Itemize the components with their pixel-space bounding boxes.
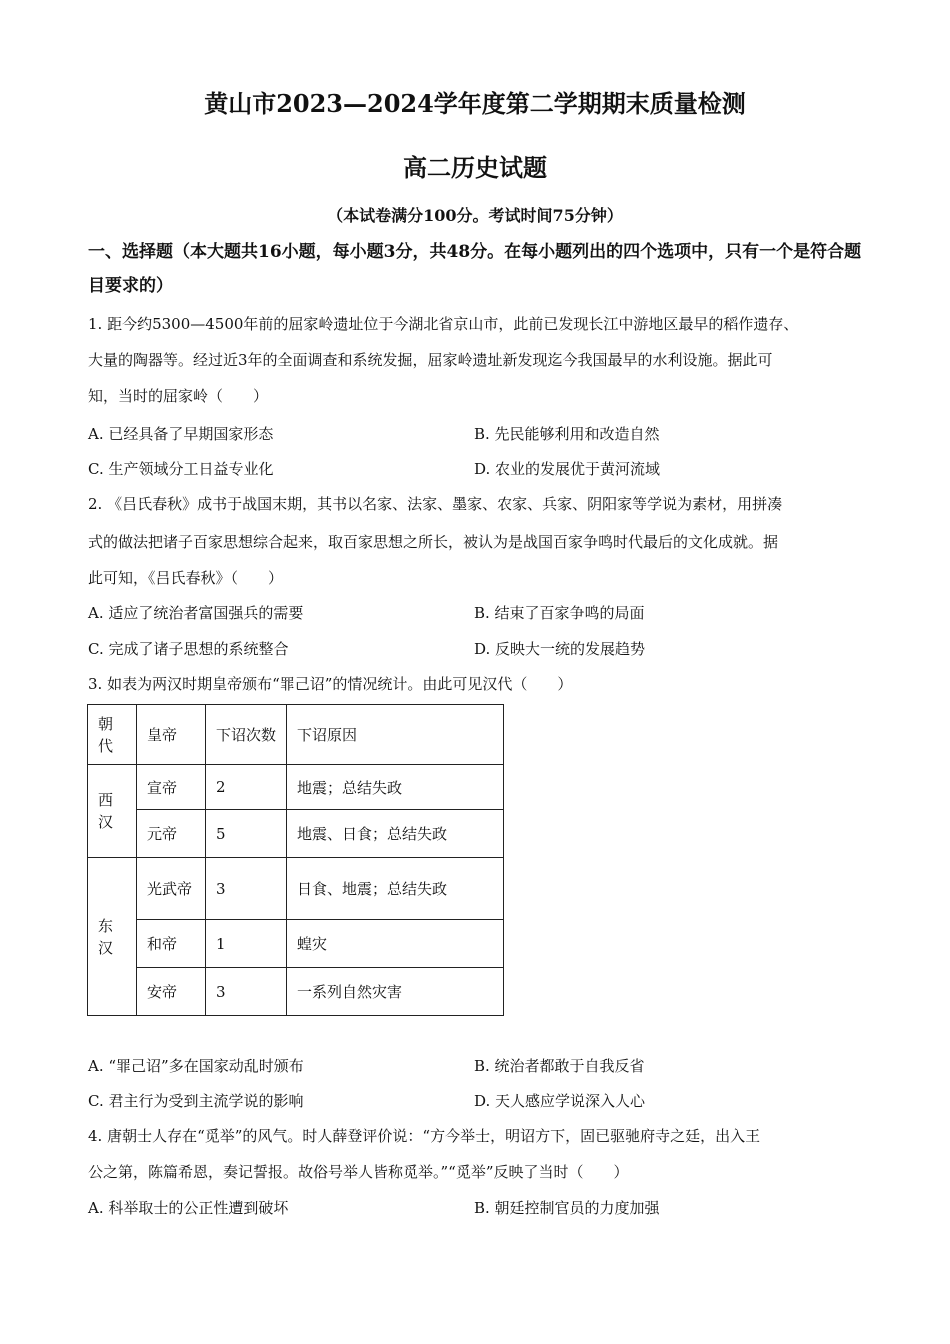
emperor-cell: 元帝 (137, 810, 206, 858)
reason-cell: 地震；总结失政 (287, 765, 504, 810)
count-cell: 3 (206, 968, 287, 1016)
emperor-cell: 和帝 (137, 920, 206, 968)
reason-cell: 一系列自然灾害 (287, 968, 504, 1016)
q2-option-d[interactable]: D. 反映大一统的发展趋势 (474, 640, 646, 658)
table-row (88, 968, 504, 1016)
header-emperor: 皇帝 (137, 705, 206, 765)
table-row (88, 765, 504, 810)
q1-line-1: 1. 距今约5300—4500年前的屈家岭遗址位于今湖北省京山市，此前已发现长江中游地区最早的稻作遗存、 (88, 315, 799, 333)
emperor-cell: 宣帝 (137, 765, 206, 810)
q3-option-c[interactable]: C. 君主行为受到主流学说的影响 (88, 1092, 304, 1110)
q1-line-2: 大量的陶器等。经过近3年的全面调查和系统发掘，屈家岭遗址新发现迄今我国最早的水利设施。据此可 (88, 351, 773, 369)
count-cell: 2 (206, 765, 287, 810)
edict-table (87, 704, 504, 1016)
exam-subtitle: 高二历史试题 (403, 153, 547, 182)
header-reason: 下诏原因 (287, 705, 504, 765)
q1-option-a[interactable]: A. 已经具备了早期国家形态 (88, 425, 274, 443)
q1-option-b[interactable]: B. 先民能够利用和改造自然 (474, 425, 660, 443)
q1-line-3: 知，当时的屈家岭（ ） (88, 387, 269, 405)
q1-option-d[interactable]: D. 农业的发展优于黄河流域 (474, 460, 661, 478)
q4-option-b[interactable]: B. 朝廷控制官员的力度加强 (474, 1199, 660, 1217)
header-dynasty: 朝代 (88, 705, 137, 765)
exam-title: 黄山市2023—2024学年度第二学期期末质量检测 (204, 89, 746, 118)
q2-option-c[interactable]: C. 完成了诸子思想的系统整合 (88, 640, 289, 658)
q1-option-c[interactable]: C. 生产领域分工日益专业化 (88, 460, 274, 478)
q3-option-a[interactable]: A. “罪己诏”多在国家动乱时颁布 (88, 1057, 304, 1075)
dynasty-east: 东汉 (88, 858, 137, 1016)
q4-line-1: 4. 唐朝士人存在“觅举”的风气。时人薛登评价说：“方今举士，明诏方下，固已驱驰府寺之廷，出入王 (88, 1127, 761, 1145)
count-cell: 5 (206, 810, 287, 858)
q2-option-b[interactable]: B. 结束了百家争鸣的局面 (474, 604, 645, 622)
table-row (88, 858, 504, 920)
table-row (88, 810, 504, 858)
q3-stem: 3. 如表为两汉时期皇帝颁布“罪己诏”的情况统计。由此可见汉代（ ） (88, 675, 573, 693)
count-cell: 1 (206, 920, 287, 968)
q2-line-3: 此可知，《吕氏春秋》（ ） (88, 569, 284, 587)
emperor-cell: 安帝 (137, 968, 206, 1016)
header-count: 下诏次数 (206, 705, 287, 765)
q3-option-d[interactable]: D. 天人感应学说深入人心 (474, 1092, 646, 1110)
count-cell: 3 (206, 858, 287, 920)
dynasty-west: 西汉 (88, 765, 137, 858)
q4-line-2: 公之第，陈篇希恩，奏记誓报。故俗号举人皆称觅举。”“觅举”反映了当时（ ） (88, 1163, 629, 1181)
q2-line-1: 2. 《吕氏春秋》成书于战国末期，其书以名家、法家、墨家、农家、兵家、阴阳家等学说为素材，用拼凑 (88, 495, 783, 513)
exam-note: （本试卷满分100分。考试时间75分钟） (327, 206, 623, 225)
reason-cell: 日食、地震；总结失政 (287, 858, 504, 920)
q2-line-2: 式的做法把诸子百家思想综合起来，取百家思想之所长，被认为是战国百家争鸣时代最后的文化成就。据 (88, 533, 779, 551)
reason-cell: 蝗灾 (287, 920, 504, 968)
table-header-row (88, 705, 504, 765)
q4-option-a[interactable]: A. 科举取士的公正性遭到破坏 (88, 1199, 289, 1217)
section-heading: 一、选择题（本大题共16小题，每小题3分，共48分。在每小题列出的四个选项中，只有一个是符合题目要求的） (88, 242, 862, 296)
table-row (88, 920, 504, 968)
reason-cell: 地震、日食；总结失政 (287, 810, 504, 858)
emperor-cell: 光武帝 (137, 858, 206, 920)
q3-option-b[interactable]: B. 统治者都敢于自我反省 (474, 1057, 645, 1075)
q2-option-a[interactable]: A. 适应了统治者富国强兵的需要 (88, 604, 304, 622)
